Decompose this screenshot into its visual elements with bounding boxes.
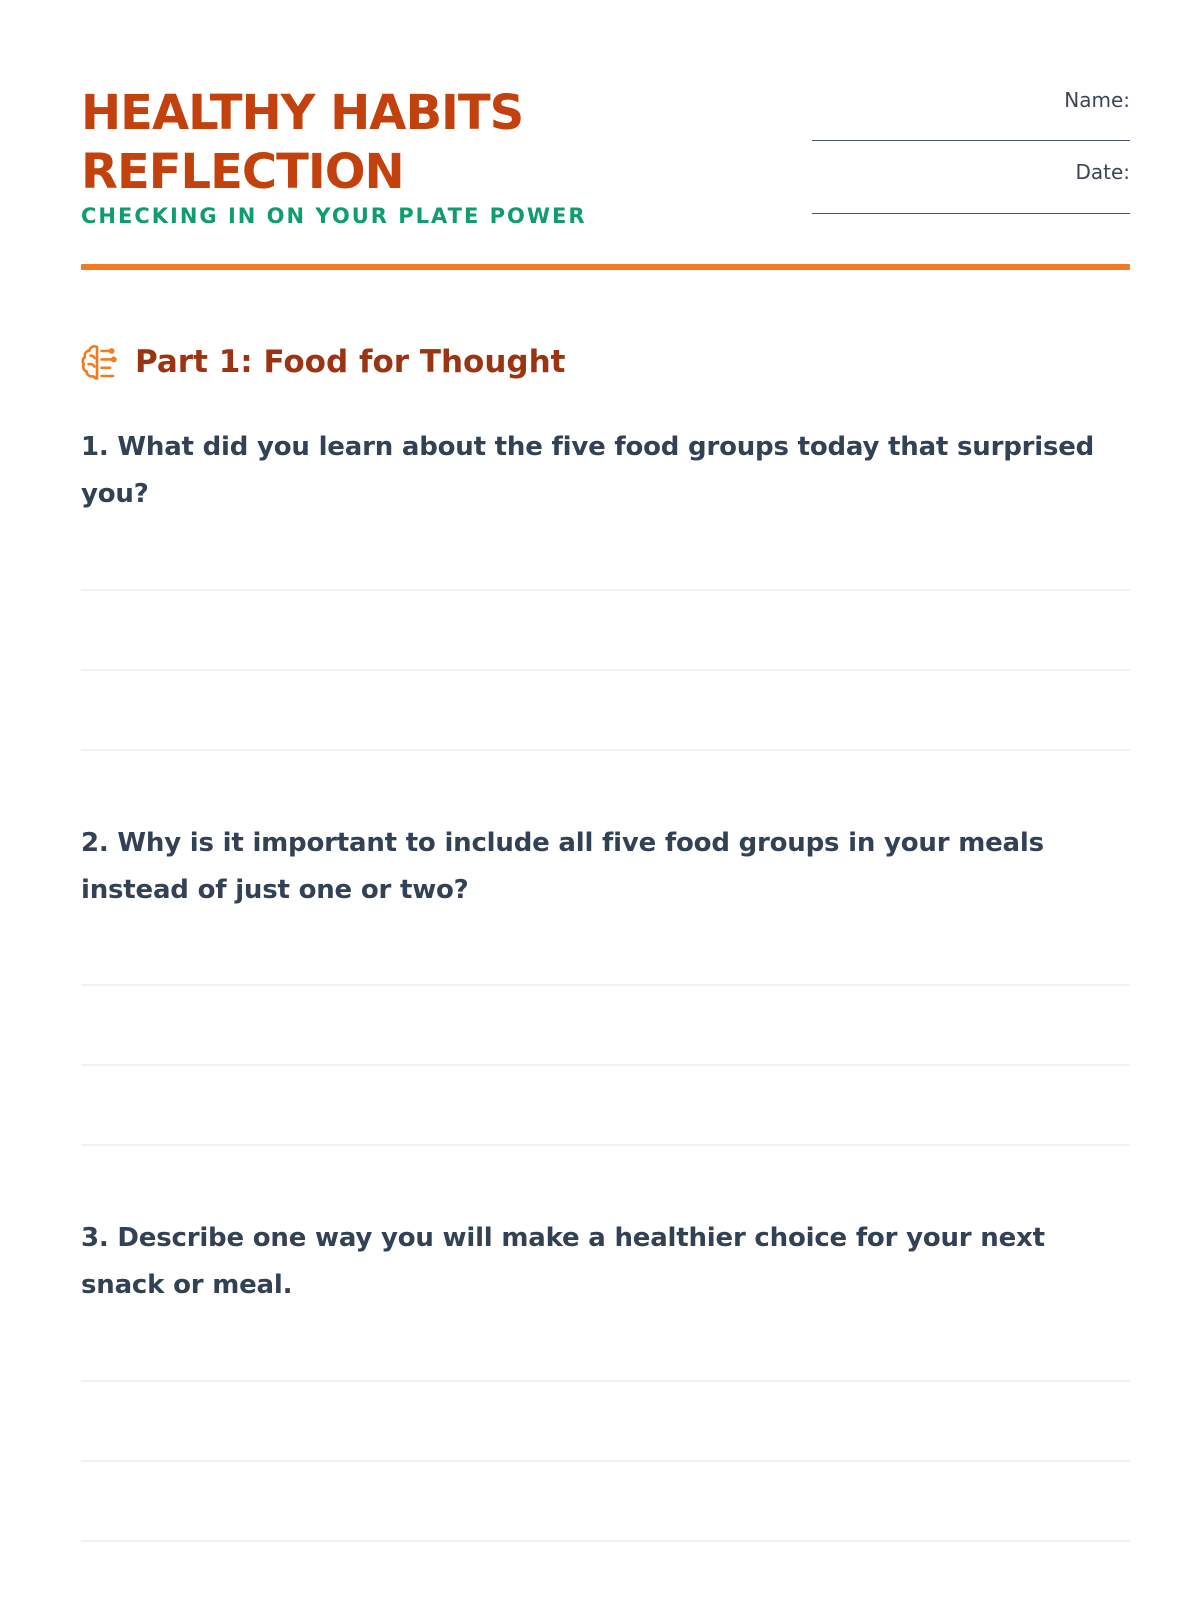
name-field-line[interactable]	[812, 140, 1130, 141]
answer-line[interactable]	[81, 749, 1130, 751]
question-3	[81, 1215, 1130, 1309]
answer-line[interactable]	[81, 984, 1130, 986]
question-2	[81, 820, 1130, 914]
question-text: 1. What did you learn about the five food groups today that surprised you?	[81, 432, 1095, 509]
section-title: Part 1: Food for Thought	[135, 344, 566, 380]
answer-line[interactable]	[81, 589, 1130, 591]
answer-line[interactable]	[81, 1540, 1130, 1542]
answer-line[interactable]	[81, 1460, 1130, 1462]
worksheet-page	[81, 0, 1130, 1600]
worksheet-title: HEALTHY HABITS REFLECTION	[81, 85, 524, 200]
question-text: 2. Why is it important to include all five food groups in your meals instead of just one or two?	[81, 828, 1044, 905]
date-label: Date:	[1075, 160, 1130, 184]
worksheet-subtitle: CHECKING IN ON YOUR PLATE POWER	[81, 204, 587, 228]
worksheet-header	[81, 84, 1130, 264]
section-heading	[81, 340, 566, 384]
answer-line[interactable]	[81, 1144, 1130, 1146]
answer-line[interactable]	[81, 1064, 1130, 1066]
brain-icon	[81, 343, 117, 381]
answer-line[interactable]	[81, 669, 1130, 671]
date-field-line[interactable]	[812, 213, 1130, 214]
question-1	[81, 424, 1130, 518]
name-label: Name:	[1064, 88, 1130, 112]
question-text: 3. Describe one way you will make a healthier choice for your next snack or meal.	[81, 1223, 1045, 1300]
answer-line[interactable]	[81, 1380, 1130, 1382]
header-divider	[81, 264, 1130, 270]
